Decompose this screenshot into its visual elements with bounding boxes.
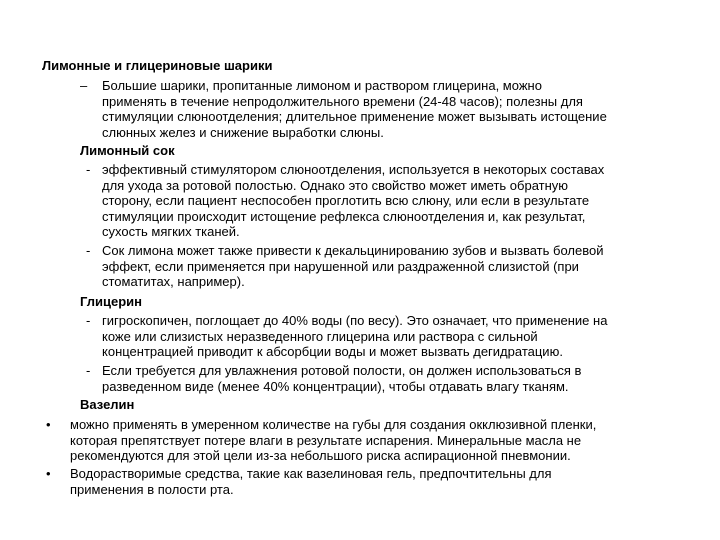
text-line: которая препятствует потере влаги в результате испарения. Минеральные масла не: [70, 432, 582, 448]
glycerin-text-1: [102, 313, 607, 360]
text-line: Если требуется для увлажнения ротовой полости, он должен использоваться в: [102, 363, 582, 378]
text-line: гигроскопичен, поглощает до 40% воды (по весу). Это означает, что применение на: [102, 313, 608, 328]
bullet-marker: •: [46, 466, 51, 481]
lemon-text-1: [102, 162, 604, 240]
text-line: рекомендуются для этой цели из-за небольшого риска аспирационной пневмонии.: [70, 448, 571, 463]
text-line: эффективный стимулятором слюноотделения, используется в некоторых составах: [102, 162, 605, 177]
text-line: концентрацией приводит к абсорбции воды и может вызвать дегидратацию.: [102, 344, 563, 359]
text-line: Большие шарики, пропитанные лимоном и раствором глицерина, можно: [102, 78, 542, 93]
text-line: Сок лимона может также привести к декальцинированию зубов и вызвать болевой: [102, 243, 604, 258]
text-line: Водорастворимые средства, такие как вазелиновая гель, предпочтительны для: [70, 466, 552, 481]
section-heading-lemon: Лимонный сок: [80, 143, 175, 158]
text-line: применять в течение непродолжительного времени (24-48 часов); полезны для: [102, 93, 583, 109]
document-title: Лимонные и глицериновые шарики: [42, 58, 273, 73]
text-line: стоматитах, например).: [102, 274, 245, 289]
section-heading-glycerin: Глицерин: [80, 294, 142, 309]
text-line: для ухода за ротовой полостью. Однако это свойство может иметь обратную: [102, 177, 569, 193]
dash-marker: -: [86, 313, 91, 328]
dash-marker: -: [86, 243, 91, 258]
text-line: слюнных желез и снижение выработки слюны.: [102, 124, 384, 140]
text-line: разведенном виде (менее 40% концентрации), чтобы отдавать влагу тканям.: [102, 378, 569, 394]
text-line: коже или слизистых неразведенного глицерина или раствора с сильной: [102, 328, 538, 344]
dash-marker: -: [86, 162, 91, 177]
text-line: стимуляции происходит истощение рефлекса слюноотделения и, как результат,: [102, 208, 586, 224]
dash-marker: -: [86, 363, 91, 378]
vaseline-text-2: [70, 466, 551, 497]
dash-marker: –: [80, 78, 88, 93]
vaseline-text-1: [70, 417, 596, 464]
text-line: можно применять в умеренном количестве на губы для создания окклюзивной пленки,: [70, 417, 597, 432]
bullet-marker: •: [46, 417, 51, 432]
glycerin-text-2: [102, 363, 581, 394]
lemon-text-2: [102, 243, 603, 290]
text-line: применения в полости рта.: [70, 481, 234, 497]
text-line: сторону, если пациент неспособен проглотить всю слюну, или если в результате: [102, 193, 590, 208]
text-line: сухость мягких тканей.: [102, 224, 240, 239]
intro-text: [102, 78, 607, 140]
section-heading-vaseline: Вазелин: [80, 397, 135, 412]
text-line: эффект, если применяется при нарушенной или раздраженной слизистой (при: [102, 258, 579, 274]
text-line: стимуляции слюноотделения; длительное применение может вызывать истощение: [102, 109, 607, 124]
